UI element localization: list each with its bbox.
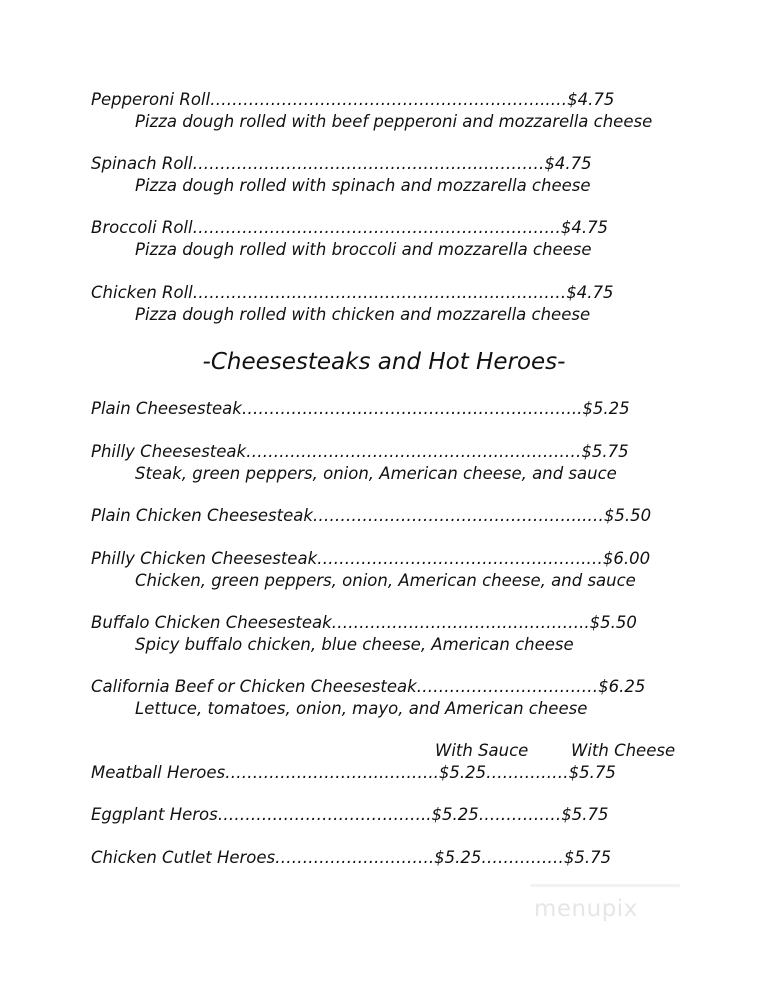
menu-item-chicken-cutlet-heroes: Chicken Cutlet Heroes……………….……….$5.25……………$5.75 xyxy=(91,848,612,867)
menu-item-spinach-roll: Spinach Roll………………….……………………………………$4.75 xyxy=(91,154,592,173)
menu-item-description: Spicy buffalo chicken, blue cheese, American cheese xyxy=(135,635,574,654)
column-header-with-cheese: With Cheese xyxy=(571,741,676,760)
menu-item-chicken-roll: Chicken Roll……………….……………………………….…………$4.75 xyxy=(91,283,614,302)
menu-item-buffalo-chicken-cheesesteak: Buffalo Chicken Cheesesteak………………………………………..$5.50 xyxy=(91,613,637,632)
menu-item-description: Lettuce, tomatoes, onion, mayo, and American cheese xyxy=(135,699,588,718)
menu-item-description: Pizza dough rolled with spinach and mozzarella cheese xyxy=(135,176,591,195)
menu-item-philly-cheesesteak: Philly Cheesesteak……………………………………….……………$5.75 xyxy=(91,442,629,461)
watermark-decoration xyxy=(530,884,680,887)
menu-item-description: Chicken, green peppers, onion, American cheese, and sauce xyxy=(135,571,636,590)
menu-item-plain-chicken-cheesesteak: Plain Chicken Cheesesteak…………………………………………..…$5.50 xyxy=(91,506,652,525)
menu-item-philly-chicken-cheesesteak: Philly Chicken Cheesesteak………………………………………….…$6.00 xyxy=(91,549,651,568)
menu-item-description: Pizza dough rolled with chicken and mozzarella cheese xyxy=(135,305,591,324)
menu-item-california-cheesesteak: California Beef or Chicken Cheesesteak……………………………$6.25 xyxy=(91,677,646,696)
menu-item-meatball-heroes: Meatball Heroes……………………….………..$5.25……………$5.75 xyxy=(91,763,616,782)
menu-item-pepperoni-roll: Pepperoni Roll……………………………………………………..…$4.75 xyxy=(91,90,615,109)
watermark-logo: menupix xyxy=(534,896,638,922)
menu-item-description: Pizza dough rolled with beef pepperoni and mozzarella cheese xyxy=(135,112,653,131)
menu-item-description: Steak, green peppers, onion, American cheese, and sauce xyxy=(135,464,617,483)
section-heading: -Cheesesteaks and Hot Heroes- xyxy=(202,349,566,375)
column-header-with-sauce: With Sauce xyxy=(435,741,529,760)
menu-item-broccoli-roll: Broccoli Roll……………….…………………………………………$4.75 xyxy=(91,218,609,237)
menu-item-plain-cheesesteak: Plain Cheesesteak……………………………………………………..$5.25 xyxy=(91,399,630,418)
menu-item-eggplant-heros: Eggplant Heros……….………………………..$5.25……………$5.75 xyxy=(91,805,609,824)
menu-item-description: Pizza dough rolled with broccoli and mozzarella cheese xyxy=(135,240,592,259)
